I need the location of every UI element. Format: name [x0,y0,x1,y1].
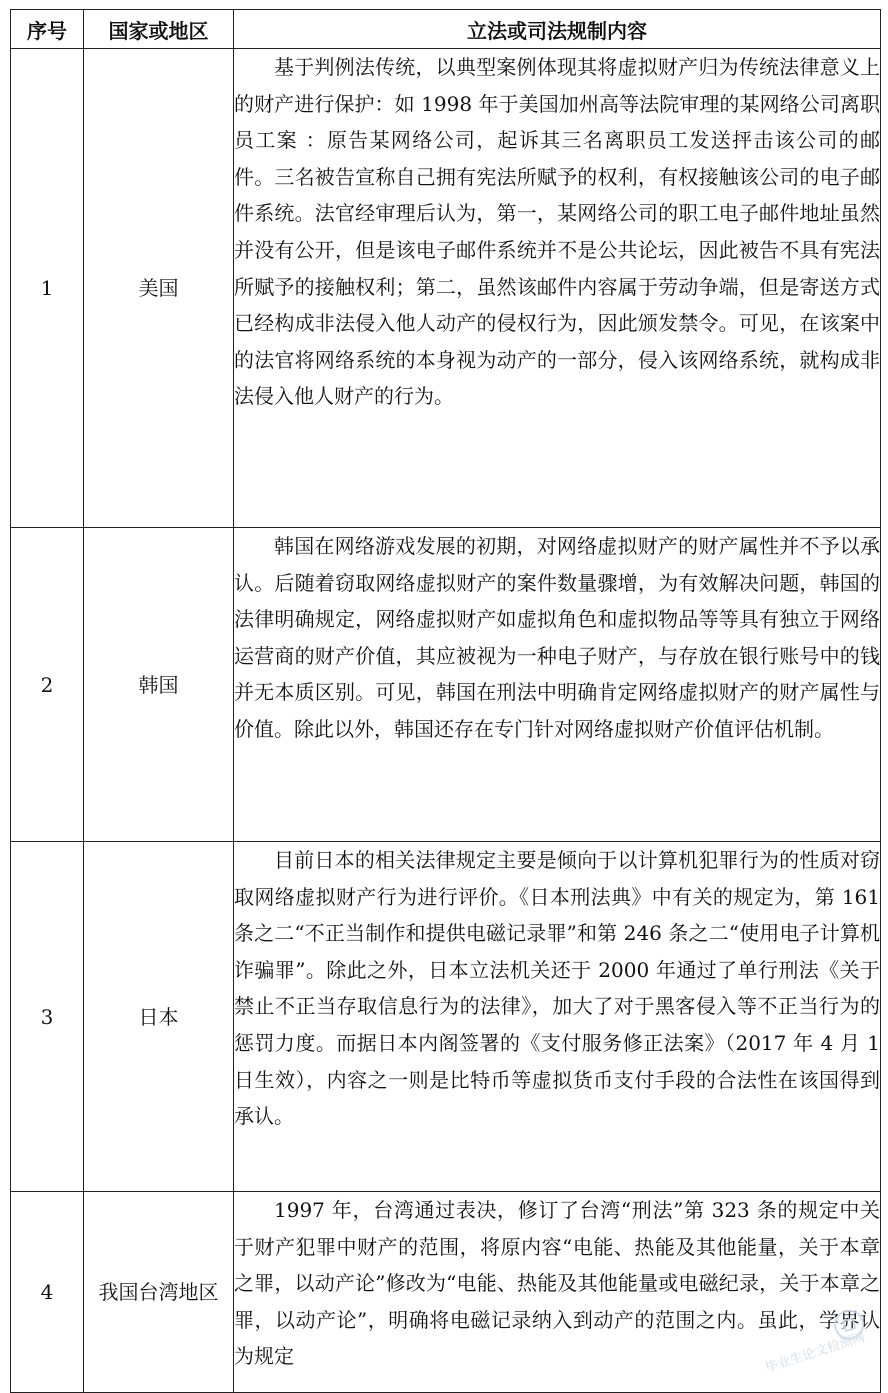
row-region: 韩国 [84,528,234,842]
table-header-row [11,10,881,49]
header-num: 序号 [11,10,84,49]
row-num: 2 [11,528,84,842]
row-content [234,49,881,528]
table-row [11,842,881,1192]
row-region: 美国 [84,49,234,528]
row-num: 1 [11,49,84,528]
row-content [234,528,881,842]
header-region: 国家或地区 [84,10,234,49]
header-content: 立法或司法规制内容 [234,10,881,49]
table-row [11,49,881,528]
row-num: 4 [11,1192,84,1393]
row-region: 日本 [84,842,234,1192]
table-row [11,1192,881,1393]
watermark-text: 毕业生论文检测网 [763,1329,868,1377]
row-num: 3 [11,842,84,1192]
row-content-text: 基于判例法传统，以典型案例体现其将虚拟财产归为传统法律意义上的财产进行保护：如 1998 年于美国加州高等法院审理的某网络公司离职员工案 ：原告某网络公司，起诉其三名离职员工发送抨击该公司的邮件。三名被告宣称自己拥有宪法所赋予的权利，有权接触该公司的电子邮件系统。法官经审理后认为，第一，某网络公司的职工电子邮件地址虽然并没有公开，但是该电子邮件系统并不是公共论坛，因此被告不具有宪法所赋予的接触权利；第二，虽然该邮件内容属于劳动争端，但是寄送方式已经构成非法侵入他人动产的侵权行为，因此颁发禁令。可见，在该案中的法官将网络系统的本身视为动产的一部分，侵入该网络系统，就构成非法侵入他人财产的行为。 [234,55,880,409]
table-row [11,528,881,842]
row-content [234,842,881,1192]
row-content-text: 目前日本的相关法律规定主要是倾向于以计算机犯罪行为的性质对窃取网络虚拟财产行为进行评价。《日本刑法典》中有关的规定为，第 161 条之二“不正当制作和提供电磁记录罪”和第 246 条之二“使用电子计算机诈骗罪”。除此之外，日本立法机关还于 2000 年通过了单行刑法《关于禁止不正当存取信息行为的法律》，加大了对于黑客侵入等不正当行为的惩罚力度。而据日本内阁签署的《支付服务修正法案》（2017 年 4 月 1 日生效），内容之一则是比特币等虚拟货币支付手段的合法性在该国得到承认。 [234,848,880,1129]
row-region: 我国台湾地区 [84,1192,234,1393]
regulation-table [10,9,881,1393]
row-content-text: 1997 年，台湾通过表决，修订了台湾“刑法”第 323 条的规定中关于财产犯罪中财产的范围，将原内容“电能、热能及其他能量，关于本章之罪，以动产论”修改为“电能、热能及其他能量或电磁纪录，关于本章之罪，以动产论”，明确将电磁记录纳入到动产的范围之内。虽此，学界认为规定 [234,1198,880,1369]
row-content-text: 韩国在网络游戏发展的初期，对网络虚拟财产的财产属性并不予以承认。后随着窃取网络虚拟财产的案件数量骤增，为有效解决问题，韩国的法律明确规定，网络虚拟财产如虚拟角色和虚拟物品等等具有独立于网络运营商的财产价值，其应被视为一种电子财产，与存放在银行账号中的钱并无本质区别。可见，韩国在刑法中明确肯定网络虚拟财产的财产属性与价值。除此以外，韩国还存在专门针对网络虚拟财产价值评估机制。 [234,534,880,741]
